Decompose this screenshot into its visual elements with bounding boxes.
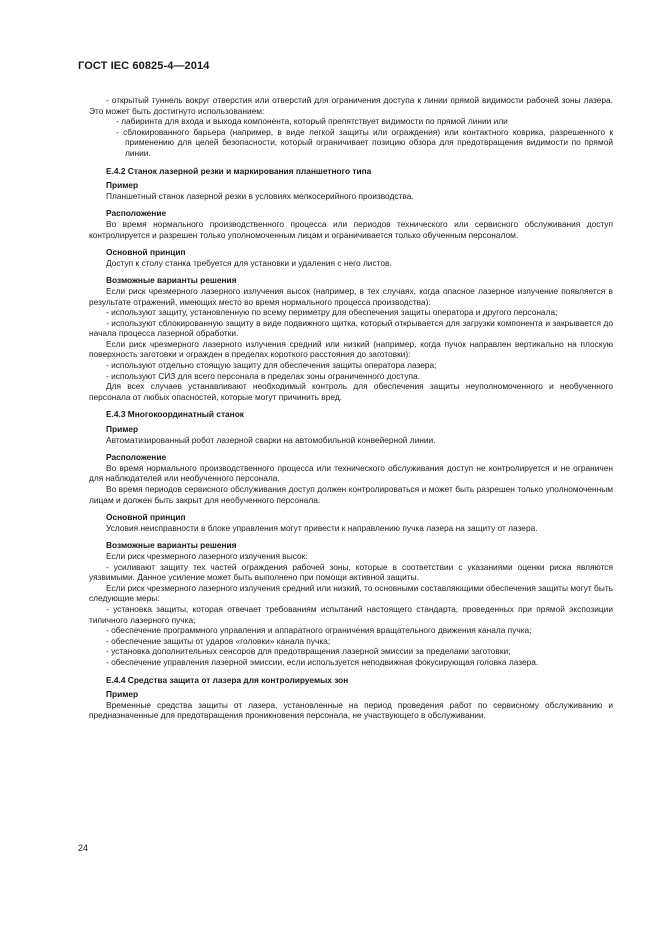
section-heading: Е.4.4 Средства защита от лазера для контролируемых зон xyxy=(106,674,349,685)
paragraph: Доступ к столу станка требуется для установки и удаления с него листов. xyxy=(106,257,392,268)
section-heading: Е.4.2 Станок лазерной резки и маркирования планшетного типа xyxy=(106,165,372,176)
spacer xyxy=(89,201,613,208)
paragraph: Во время периодов сервисного обслуживания доступ должен контролироваться и может быть разрешен только уполномоченным лицам и должен быть закрыт для необученного персонала. xyxy=(89,484,613,505)
paragraph: - используют отдельно стоящую защиту для обеспечения защиты оператора лазера; xyxy=(106,360,437,371)
section-heading: Возможные варианты решения xyxy=(106,275,237,286)
paragraph: - обеспечение защиты от ударов «головки» канала пучка; xyxy=(106,635,331,646)
spacer xyxy=(89,402,613,409)
section-heading: Возможные варианты решения xyxy=(106,540,237,551)
document-body xyxy=(89,95,613,721)
spacer xyxy=(89,533,613,540)
paragraph: Если риск чрезмерного лазерного излучения высок: xyxy=(106,550,308,561)
spacer xyxy=(89,159,613,166)
paragraph: Во время нормального производственного процесса или технического обслуживания доступ не контролируется и не ограничен для наблюдателей или необученного персонала. xyxy=(89,462,613,484)
paragraph: Если риск чрезмерного лазерного излучения средний или низкий, то основными составляющими обеспечения защиты могут быть следующие меры: xyxy=(89,582,613,604)
paragraph: - обеспечение программного управления и аппаратного ограничения вращательного движения канала пучка; xyxy=(106,625,532,636)
paragraph: Планшетный станок лазерной резки в условиях мелкосерийного производства. xyxy=(106,190,414,201)
section-heading: Пример xyxy=(106,424,139,435)
standard-header: ГОСТ IEC 60825-4—2014 xyxy=(78,60,210,72)
section-heading: Е.4.3 Многокоординатный станок xyxy=(106,409,244,420)
spacer xyxy=(89,505,613,512)
paragraph: - установка дополнительных сенсоров для предотвращения лазерной эмиссии за пределами заготовки; xyxy=(106,646,511,657)
paragraph: Если риск чрезмерного лазерного излучения высок (например, в тех случаях, когда опасное лазерное излучение появляется в результате отражений, имеющих место во время нормального процесса производства): xyxy=(89,285,613,307)
paragraph: - открытый туннель вокруг отверстия или отверстий для ограничения доступа к линии прямой видимости рабочей зоны лазера. Это может быть достигнуто использованием: xyxy=(89,95,613,116)
section-heading: Расположение xyxy=(106,208,167,219)
spacer xyxy=(89,445,613,452)
section-heading: Пример xyxy=(106,180,139,191)
paragraph: Если риск чрезмерного лазерного излучения средний или низкий (например, когда пучок направлен вертикально на плоскую поверхность заготовки и огражден в пределах короткого расстояния до заготовки): xyxy=(89,338,613,360)
page-number: 24 xyxy=(78,843,89,853)
paragraph: - используют СИЗ для всего персонала в пределах зоны ограниченного доступа. xyxy=(106,370,420,381)
list-item: - сблокированного барьера (например, в виде легкой защиты или ограждения) или контактного коврика, разрешенного к применению для целей безопасности, который ограничивает позицию обзора для предотвращения видимости по прямой линии. xyxy=(116,126,613,158)
paragraph: - обеспечение управления лазерной эмиссии, если используется неподвижная фокусирующая головка лазера. xyxy=(106,656,539,667)
paragraph: Для всех случаев устанавливают необходимый контроль для обеспечения защиты неуполномоченного и необученного персонала от любых опасностей, которые могут причинить вред. xyxy=(89,381,613,402)
paragraph: Автоматизированный робот лазерной сварки на автомобильной конвейерной линии. xyxy=(106,434,436,445)
paragraph: - установка защиты, которая отвечает требованиям испытаний настоящего стандарта, проведенных при прямой экспозиции типичного лазерного пучка; xyxy=(89,603,613,625)
section-heading: Пример xyxy=(106,689,139,700)
paragraph: - усиливают защиту тех частей ограждения рабочей зоны, которые в соответствии с указаниями оценки риска являются уязвимыми. Данное усиление может быть выполнено при помощи активной защиты. xyxy=(89,561,613,583)
paragraph: Во время нормального производственного процесса или периодов технического или сервисного обслуживания доступ контролируется и разрешен только уполномоченным лицам и ограничивается только обученным персоналом. xyxy=(89,218,613,240)
section-heading: Основной принцип xyxy=(106,247,186,258)
paragraph: - используют сблокированную защиту в виде подвижного щитка, который открывается для загрузки компонента и закрывается до начала процесса лазерной обработки. xyxy=(89,317,613,339)
paragraph: Временные средства защиты от лазера, установленные на период проведения работ по сервисному обслуживанию и предназначенные для предотвращения проникновения персонала, не участвующего в обслуживании. xyxy=(89,699,613,721)
spacer xyxy=(89,668,613,675)
paragraph: - используют защиту, установленную по всему периметру для обеспечения защиты оператора и другого персонала; xyxy=(106,307,558,318)
list-item: - лабиринта для входа и выхода компонента, который препятствует видимости по прямой линии или xyxy=(116,116,508,127)
spacer xyxy=(89,268,613,275)
section-heading: Основной принцип xyxy=(106,512,186,523)
paragraph: Условия неисправности в блоке управления могут привести к направлению пучка лазера на защиту от лазера. xyxy=(106,522,538,533)
section-heading: Расположение xyxy=(106,452,167,463)
spacer xyxy=(89,240,613,247)
